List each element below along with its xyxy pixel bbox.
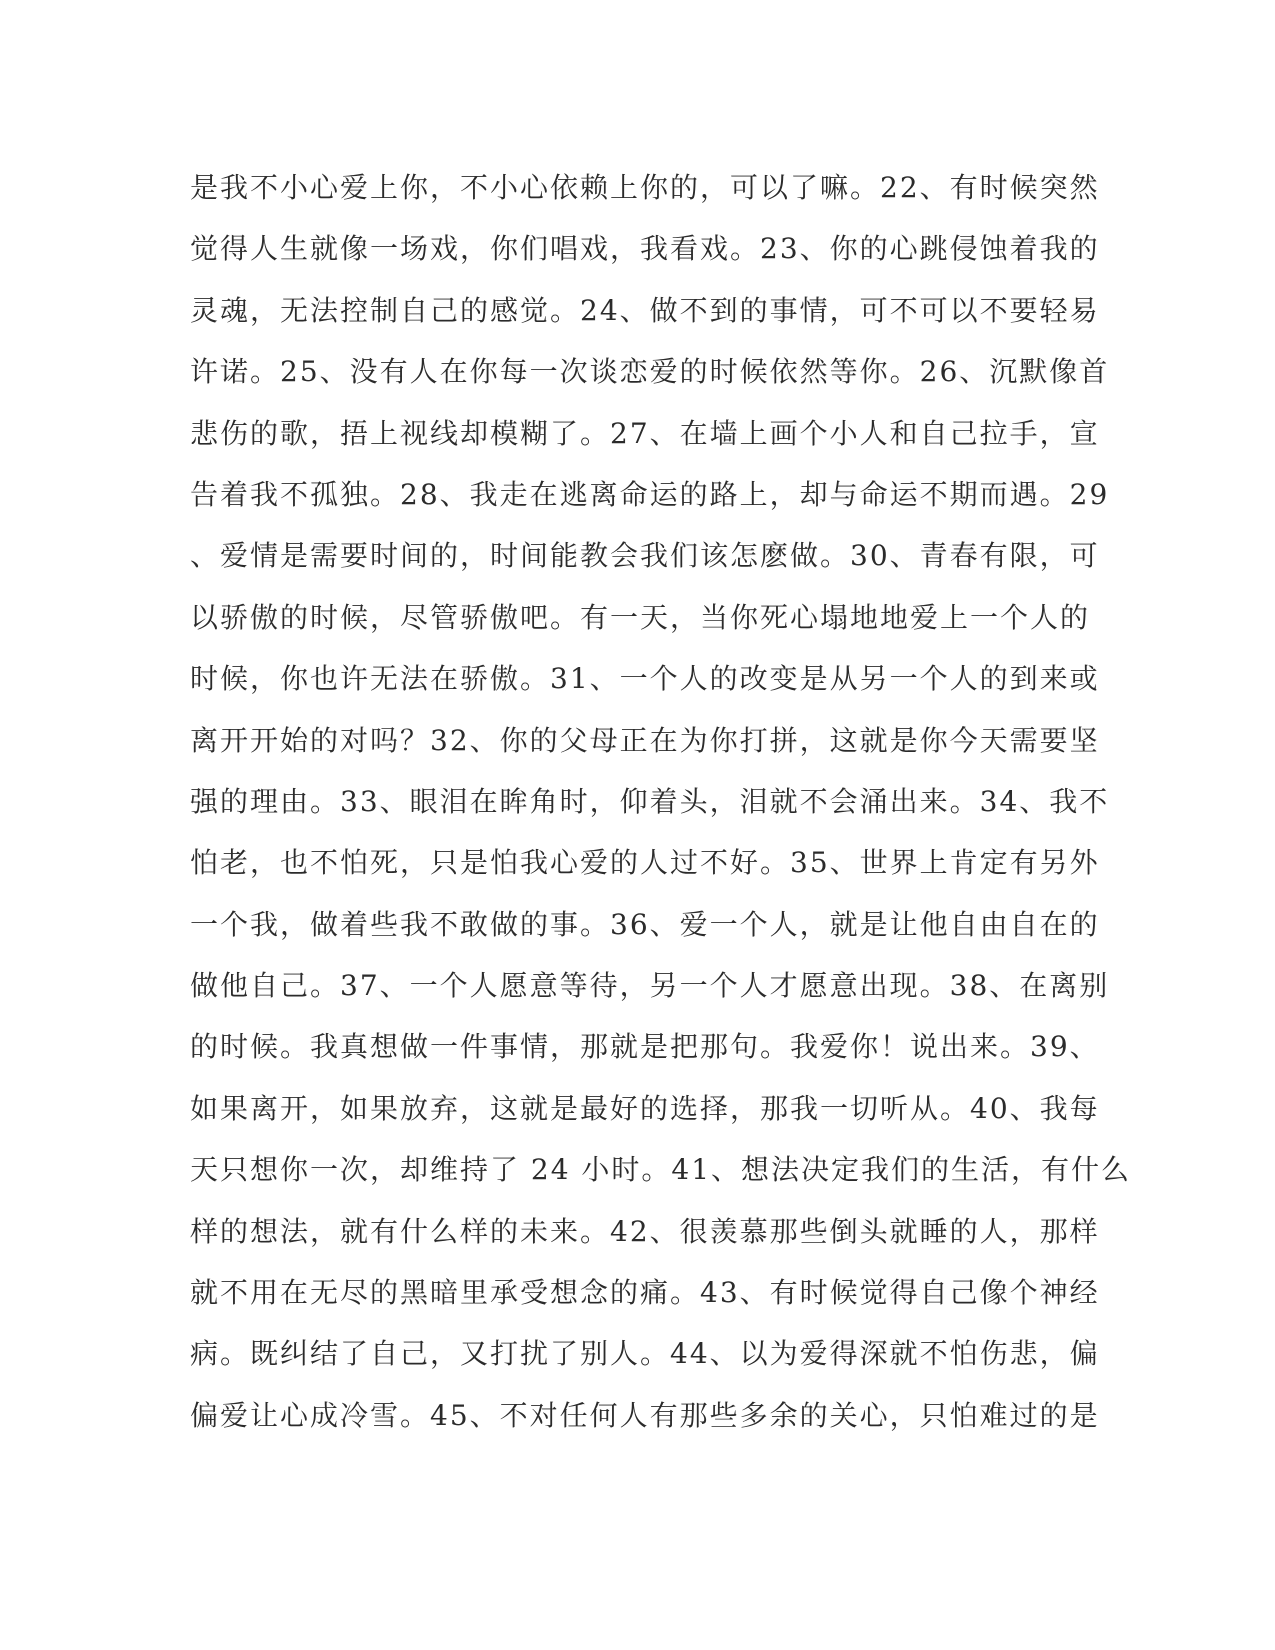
text-line: 的时候。我真想做一件事情，那就是把那句。我爱你！说出来。39、 (190, 1030, 1100, 1064)
text-line: 就不用在无尽的黑暗里承受想念的痛。43、有时候觉得自己像个神经 (190, 1276, 1100, 1310)
text-line: 许诺。25、没有人在你每一次谈恋爱的时候依然等你。26、沉默像首 (190, 355, 1110, 389)
text-line: 做他自己。37、一个人愿意等待，另一个人才愿意出现。38、在离别 (190, 969, 1110, 1003)
text-line: 以骄傲的时候，尽管骄傲吧。有一天，当你死心塌地地爱上一个人的 (190, 600, 1091, 634)
text-line: 觉得人生就像一场戏，你们唱戏，我看戏。23、你的心跳侵蚀着我的 (190, 232, 1100, 266)
body-text (190, 166, 1132, 1455)
text-line: 怕老，也不怕死，只是怕我心爱的人过不好。35、世界上肯定有另外 (190, 846, 1100, 880)
text-line: 离开开始的对吗？32、你的父母正在为你打拼，这就是你今天需要坚 (190, 723, 1100, 757)
text-line: 天只想你一次，却维持了 24 小时。41、想法决定我们的生活，有什么 (190, 1153, 1132, 1187)
text-line: 强的理由。33、眼泪在眸角时，仰着头，泪就不会涌出来。34、我不 (190, 784, 1110, 818)
text-line: 是我不小心爱上你，不小心依赖上你的，可以了嘛。22、有时候突然 (190, 171, 1100, 204)
text-line: 样的想法，就有什么样的未来。42、很羡慕那些倒头就睡的人，那样 (190, 1214, 1100, 1248)
text-line: 偏爱让心成冷雪。45、不对任何人有那些多余的关心，只怕难过的是 (190, 1398, 1100, 1432)
text-line: 如果离开，如果放弃，这就是最好的选择，那我一切听从。40、我每 (190, 1091, 1100, 1125)
text-line: 告着我不孤独。28、我走在逃离命运的路上，却与命运不期而遇。29 (190, 477, 1110, 511)
text-line: 病。既纠结了自己，又打扰了别人。44、以为爱得深就不怕伤悲，偏 (190, 1337, 1100, 1371)
text-line: 、爱情是需要时间的，时间能教会我们该怎麽做。30、青春有限，可 (190, 539, 1100, 573)
text-line: 悲伤的歌，捂上视线却模糊了。27、在墙上画个小人和自己拉手，宣 (190, 416, 1100, 450)
text-line: 时候，你也许无法在骄傲。31、一个人的改变是从另一个人的到来或 (190, 662, 1100, 696)
text-line: 一个我，做着些我不敢做的事。36、爱一个人，就是让他自由自在的 (190, 907, 1100, 941)
text-line: 灵魂，无法控制自己的感觉。24、做不到的事情，可不可以不要轻易 (190, 293, 1100, 327)
